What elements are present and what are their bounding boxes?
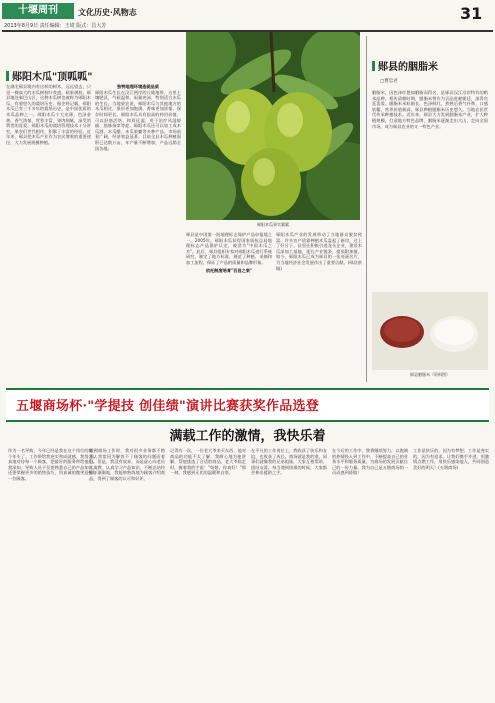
mid-article-subhead: 依托制度培育"百县之果" <box>205 267 253 273</box>
papaya-photo-caption: 郧阳木瓜果实累累 <box>257 222 289 227</box>
contest-banner-text: 五堰商场杯·"学提技 创佳绩"演讲比赛获奖作品选登 <box>16 399 320 414</box>
column-divider <box>366 36 367 382</box>
left-article-col2-body: 郧阳木瓜生长在汉江两岸的丘陵地带，这里土壤肥沃，气候温和，雨量充沛，特别适合木瓜的生长。当地果农说，郧阳木瓜与其他地方的木瓜相比，果形更加饱满，香味更加浓郁，保存时间更长。郧阳木瓜具有很高的药用价值，可以舒筋活络、和胃化湿，用于治疗风湿痹痛、筋脉拘挛等症。郧阳木瓜还可以加工成木瓜酒、木瓜醋、木瓜果脯等多种产品，市场前景广阔，经济效益显著。目前全县木瓜种植面积已达数万亩，年产量不断增加，产品远销全国各地。 <box>95 89 181 151</box>
section-logo: 十堰周刊 <box>2 3 74 19</box>
right-article-body: 胭脂米，因色泽红艳如胭脂而得名，是郧县汉江沿岸特有的稻米品种。相传清朝时期，胭脂米曾作为贡品进献朝廷，深得宫廷喜爱。胭脂米米粒细长，色泽鲜红，煮熟后香气扑鼻，口感软糯，营养价值极高。郧县种植胭脂米历史悠久，当地农民世代传承种植技术。近年来，郧县大力发展胭脂米产业，扩大种植规模，打造地方特色品牌，胭脂米逐渐走出大山，走向全国市场，成为郧县农业的又一特色产业。 <box>372 90 488 129</box>
left-article-subhead: 独特地理环境造就品质 <box>117 84 159 89</box>
rice-photo-image <box>372 292 488 370</box>
right-article-title <box>372 58 438 73</box>
essay-col-4: 在平凡的工作岗位上，我收获了快乐和友谊，也收获了成长。商场就是我的家，同事们就像我的兄弟姐妹，大家互相帮助，团结友爱。每当遇到困难的时候，大家都会伸出援助之手。 <box>251 448 327 476</box>
left-article-title <box>6 68 92 83</box>
left-article-col2 <box>95 84 181 384</box>
rice-photo <box>372 292 488 370</box>
left-article-col1: 在湖北郧县境内有这样的树木，远远望去，只见一棵高大的木瓜树枝叶茂盛，硕果满枝。郧县地处秦巴山区，这种木瓜树也被称为郧阳木瓜，有着悠久的栽培历史。据史料记载，郧阳木瓜已有三千多年的栽培历史，是中国优质的木瓜品种之一。郧阳木瓜个大皮薄，色泽金黄，香气浓郁，营养丰富，果肉细腻，深受消费者的喜爱。郧阳木瓜的栽培管理技术十分讲究，果农们世代相传，积累了丰富的经验。近年来，郧县把木瓜产业作为农民增收的重要途径，大力发展规模种植。 <box>6 84 91 145</box>
mid-article-col1-body: 郧县是中国第一批地理标志保护产品申报地之一。2005年，郧阳木瓜获得国家质检总局地理标志产品保护认定，被誉为"中国木瓜之乡"。此后，郧县组织专家对郧阳木瓜进行系统研究，制定了地方标准，规范了种植、采摘和加工流程，保证了产品的质量和品牌形象。 <box>186 232 272 265</box>
essay-col-6: 工作是快乐的，因为有梦想；工作是充实的，因为有追求。让我们携手并进，用激情点燃工作，用快乐感染他人，共同创造美好的明天！(五堰商场) <box>413 448 489 470</box>
papaya-photo-image <box>186 32 360 220</box>
essay-col-5: 在今后的工作中，我将继续努力，以饱满的热情投入到工作中，不断提高自己的业务水平和服务质量，为商场的发展贡献自己的一份力量。我为自己是五堰商场的一员而感到骄傲！ <box>332 448 408 476</box>
mid-article-col2: 郧阳木瓜产业的发展带动了当地群众脱贫致富。许多农户依靠种植木瓜盖起了新房，过上了好日子。县里还积极引进龙头企业，建设木瓜深加工基地，延长产业链条，提高附加值。如今，郧阳木瓜已成为郧县的一张亮丽名片，为当地经济社会发展作出了重要贡献。(郧县供稿) <box>276 232 362 271</box>
essay-col-1: 作为一名导购，今年已经是我在这个岗位的第三个年头了。工作带给我充实和成就感，我努力认真地对待每一个顾客，把最好的服务带给他们。我深知，导购人员不仅要熟悉自己的产品知识，还要掌握更多的销售技巧，用真诚的微笑迎接每一位顾客。 <box>8 448 97 481</box>
page-number: 31 <box>460 4 483 23</box>
mid-article-col1 <box>186 232 272 384</box>
issue-line: 2013年8月9日 责任编辑：王琦 版式：昌大芳 <box>4 23 107 29</box>
essay-title: 满载工作的激情，我快乐着 <box>169 429 326 444</box>
section-name: 文化历史·风物志 <box>78 7 137 17</box>
rice-photo-caption: 郧县胭脂米（资料图） <box>410 372 450 377</box>
papaya-photo <box>186 32 360 220</box>
essay-col-2: 刚到商场工作时，我对很多业务都不熟悉，常常因为解答不了顾客的问题而着急。但是，我没有放弃，而是虚心向老员工请教，认真学习产品知识，不断总结经验。渐渐地，我能够熟练地为顾客介绍商品，得到了顾客的认可和好评。 <box>89 448 165 481</box>
essay-col-3: 记得有一次，一位老大爷来买东西，他对商品的功能不太了解，我耐心地为他讲解，帮他挑选了合适的商品。老大爷临走时，握着我的手说："姑娘，你真好！"那一刻，我感到无比的温暖和自豪。 <box>170 448 246 476</box>
left-article-title-text: 郧阳木瓜"顶呱呱" <box>12 72 93 83</box>
right-article-title-text: 郧县的胭脂米 <box>378 62 438 73</box>
contest-banner <box>6 388 489 422</box>
right-article-author: □曹忠君 <box>380 79 398 84</box>
